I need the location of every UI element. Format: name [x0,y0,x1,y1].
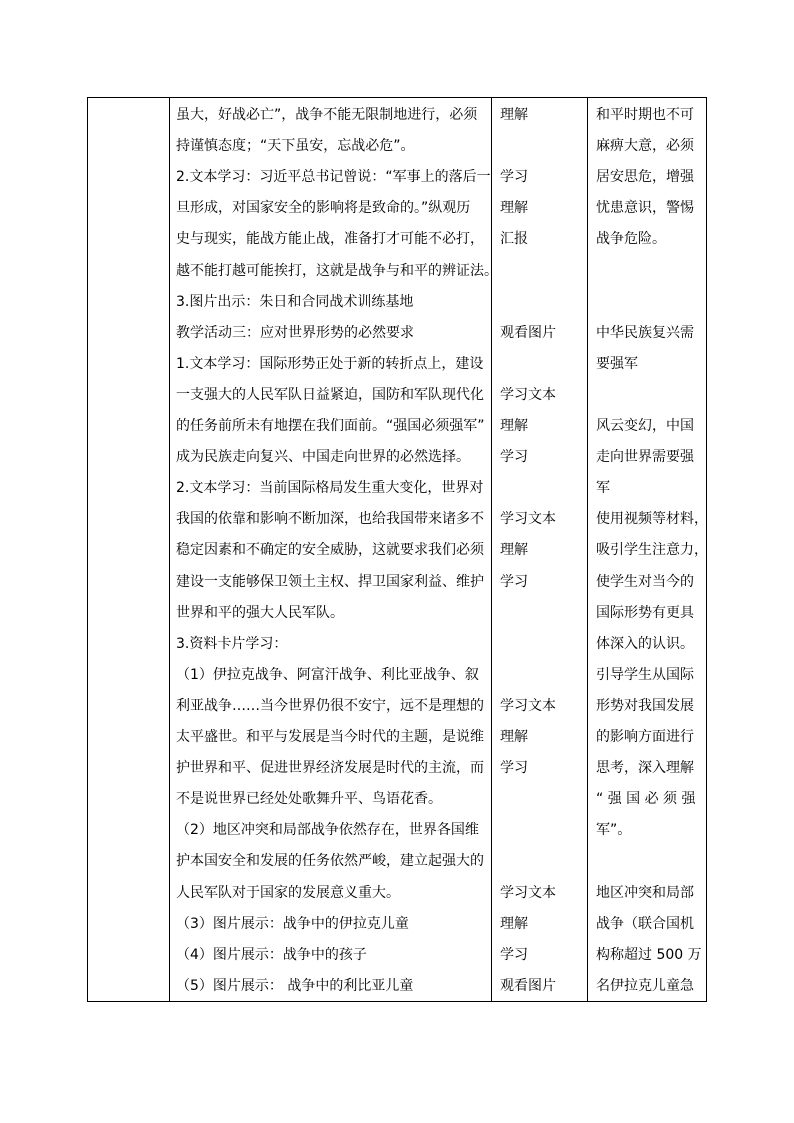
content-line: 教学活动三：应对世界形势的必然要求 [176,324,414,341]
content-line: 3.资料卡片学习： [176,635,288,652]
content-line: 1.文本学习：国际形势正处于新的转折点上，建设 [176,355,484,372]
content-line: 越不能打越可能挨打，这就是战争与和平的辨证法。 [176,262,498,279]
content-line: 不是说世界已经处处歌舞升平、鸟语花香。 [176,791,442,808]
activity-line: 理解 [500,915,528,932]
intent-line: 地区冲突和局部 [596,884,694,901]
intent-line: 军”。 [596,822,632,839]
activity-line: 学习 [500,449,528,466]
intent-line: 忧患意识，警惕 [596,200,694,217]
activity-line: 学习文本 [500,511,556,528]
column-divider [169,98,170,1001]
activity-line: 学习文本 [500,697,556,714]
activity-line: 学习 [500,946,528,963]
content-line: 2.文本学习：当前国际格局发生重大变化，世界对 [176,480,484,497]
activity-line: 观看图片 [500,977,556,994]
intent-line: 麻痹大意，必须 [596,138,694,155]
intent-line: 形势对我国发展 [596,697,694,714]
content-line: 太平盛世。和平与发展是当今时代的主题，是说维 [176,729,484,745]
column-divider [491,98,492,1001]
activity-line: 学习文本 [500,884,556,901]
intent-line: 要强军 [596,355,638,372]
content-line: 2.文本学习：习近平总书记曾说：“军事上的落后一 [176,169,491,186]
activity-line: 理解 [500,418,528,434]
activity-line: 学习 [500,169,528,186]
intent-line: 使学生对当今的 [596,573,694,590]
content-line: 稳定因素和不确定的安全威胁，这就要求我们必须 [176,542,484,559]
content-line: 利亚战争……当今世界仍很不安宁，远不是理想的 [176,697,484,714]
content-line: 人民军队对于国家的发展意义重大。 [176,884,400,901]
intent-line: 居安思危，增强 [596,169,694,186]
activity-line: 理解 [500,542,528,559]
content-line: 我国的依靠和影响不断加深，也给我国带来诸多不 [176,511,484,528]
activity-line: 理解 [500,200,528,217]
intent-line: 走向世界需要强 [596,449,694,466]
content-line: 3.图片出示：朱日和合同战术训练基地 [176,293,414,310]
intent-line: 名伊拉克儿童急 [596,977,694,994]
intent-line: 体深入的认识。 [596,635,694,652]
intent-line: 的影响方面进行 [596,729,694,745]
activity-line: 理解 [500,107,528,123]
content-line: 建设一支能够保卫领土主权、捍卫国家利益、维护 [176,573,484,590]
content-line: （5）图片展示： 战争中的利比亚儿童 [176,977,414,994]
content-line: （3）图片展示：战争中的伊拉克儿童 [176,915,409,932]
content-line: 一支强大的人民军队日益紧迫，国防和军队现代化 [176,386,484,403]
activity-line: 观看图片 [500,324,556,341]
intent-line: “ 强 国 必 须 强 [596,791,696,808]
intent-line: 构称超过 500 万 [596,946,702,963]
content-line: 世界和平的强大人民军队。 [176,604,344,621]
activity-line: 学习 [500,760,528,777]
activity-line: 学习文本 [500,386,556,403]
content-line: 护本国安全和发展的任务依然严峻，建立起强大的 [176,853,484,870]
activity-line: 理解 [500,729,528,745]
intent-line: 使用视频等材料， [596,511,708,528]
intent-line: 中华民族复兴需 [596,324,694,341]
intent-line: 军 [596,480,610,497]
activity-line: 汇报 [500,231,528,248]
intent-line: 战争危险。 [596,231,666,248]
content-line: （4）图片展示：战争中的孩子 [176,946,367,963]
intent-line: 战争（联合国机 [596,915,694,932]
lesson-plan-table [87,97,707,1002]
intent-line: 和平时期也不可 [596,107,694,123]
content-line: 成为民族走向复兴、中国走向世界的必然选择。 [176,449,470,466]
column-divider [587,98,588,1001]
content-line: 虽大，好战必亡”，战争不能无限制地进行，必须 [176,107,478,123]
intent-line: 吸引学生注意力， [596,542,708,559]
content-line: 旦形成，对国家安全的影响将是致命的。”纵观历 [176,200,471,217]
activity-line: 学习 [500,573,528,590]
content-line: 的任务前所未有地摆在我们面前。“强国必须强军” [176,418,485,434]
content-line: （1）伊拉克战争、阿富汗战争、利比亚战争、叙 [176,666,479,683]
content-line: 护世界和平、促进世界经济发展是时代的主流，而 [176,760,484,777]
intent-line: 思考，深入理解 [596,760,694,777]
content-line: 史与现实，能战方能止战，准备打才可能不必打， [176,231,484,248]
content-line: （2）地区冲突和局部战争依然存在，世界各国维 [176,822,479,839]
intent-line: 风云变幻，中国 [596,418,694,434]
intent-line: 国际形势有更具 [596,604,694,621]
content-line: 持谨慎态度；“天下虽安，忘战必危”。 [176,138,415,155]
intent-line: 引导学生从国际 [596,666,694,683]
